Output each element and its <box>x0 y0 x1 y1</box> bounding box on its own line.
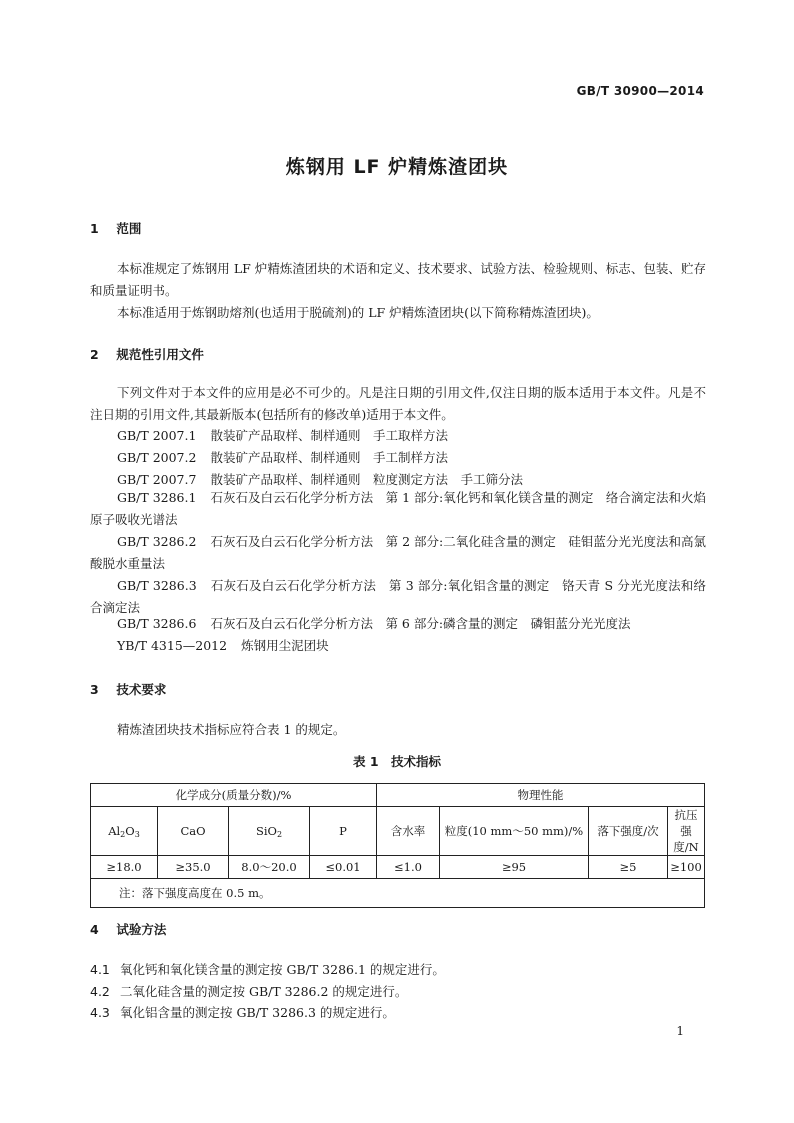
reference-code: GB/T 2007.2 <box>117 450 197 465</box>
item-number: 4.3 <box>90 1005 110 1020</box>
reference-item <box>117 426 448 444</box>
reference-title: 散装矿产品取样、制样通则 粒度测定方法 手工筛分法 <box>210 472 523 487</box>
col-moisture: 含水率 <box>377 807 440 856</box>
item-number: 4.1 <box>90 962 110 977</box>
page-number: 1 <box>676 1024 684 1038</box>
table-cell: ≥5 <box>589 856 668 879</box>
section-2-heading <box>90 345 204 363</box>
table-cell: ≤0.01 <box>310 856 377 879</box>
table-row <box>91 807 705 856</box>
reference-code: GB/T 2007.7 <box>117 472 197 487</box>
reference-item <box>117 614 631 632</box>
scope-paragraph-1: 本标准规定了炼钢用 LF 炉精炼渣团块的术语和定义、技术要求、试验方法、检验规则、标志、包装、贮存和质量证明书。 <box>90 261 706 298</box>
header-chemical-composition: 化学成分(质量分数)/% <box>91 784 377 807</box>
test-method-item <box>90 982 407 1000</box>
table-row <box>91 879 705 908</box>
section-4-heading <box>90 920 166 938</box>
section-3-heading <box>90 680 166 698</box>
header-physical-properties: 物理性能 <box>377 784 705 807</box>
section-number: 1 <box>90 221 99 236</box>
section-title: 技术要求 <box>116 682 167 697</box>
references-intro: 下列文件对于本文件的应用是必不可少的。凡是注日期的引用文件,仅注日期的版本适用于本文件。凡是不注日期的引用文件,其最新版本(包括所有的修改单)适用于本文件。 <box>90 385 706 422</box>
reference-code: GB/T 2007.1 <box>117 428 197 443</box>
reference-code: GB/T 3286.2 <box>117 534 197 549</box>
table-caption: 表 1 技术指标 <box>352 754 442 769</box>
table-cell: ≥100 <box>668 856 705 879</box>
test-method-item <box>90 960 445 978</box>
item-text: 二氧化硅含量的测定按 GB/T 3286.2 的规定进行。 <box>120 984 408 999</box>
reference-title: 石灰石及白云石化学分析方法 第 6 部分:磷含量的测定 磷钼蓝分光光度法 <box>210 616 631 631</box>
table-note: 注：落下强度高度在 0.5 m。 <box>91 879 705 908</box>
test-method-item <box>90 1003 395 1021</box>
reference-title: 散装矿产品取样、制样通则 手工制样方法 <box>210 450 448 465</box>
reference-code: GB/T 3286.6 <box>117 616 197 631</box>
col-drop-strength: 落下强度/次 <box>589 807 668 856</box>
table-cell: 8.0～20.0 <box>229 856 310 879</box>
col-particle-size: 粒度(10 mm～50 mm)/% <box>440 807 589 856</box>
table-cell: ≥35.0 <box>158 856 229 879</box>
reference-item <box>90 531 706 575</box>
section-title: 规范性引用文件 <box>116 347 204 362</box>
section-title: 试验方法 <box>116 922 167 937</box>
reference-code: YB/T 4315—2012 <box>117 638 228 653</box>
item-text: 氧化铝含量的测定按 GB/T 3286.3 的规定进行。 <box>120 1005 395 1020</box>
section-title: 范围 <box>116 221 142 236</box>
reference-item <box>117 448 448 466</box>
reference-item <box>117 636 329 654</box>
section-number: 3 <box>90 682 99 697</box>
section-number: 4 <box>90 922 99 937</box>
col-al2o3: $Al_2O_3$ <box>91 807 158 856</box>
reference-title: 石灰石及白云石化学分析方法 第 2 部分:二氧化硅含量的测定 硅钼蓝分光光度法和高氯酸脱水重量法 <box>90 534 706 571</box>
reference-title: 石灰石及白云石化学分析方法 第 1 部分:氧化钙和氧化镁含量的测定 络合滴定法和火焰原子吸收光谱法 <box>90 490 706 527</box>
col-sio2: SiO$_2$ <box>229 807 310 856</box>
technical-spec-table <box>90 783 705 908</box>
item-text: 氧化钙和氧化镁含量的测定按 GB/T 3286.1 的规定进行。 <box>120 962 445 977</box>
table-row <box>91 784 705 807</box>
reference-item <box>117 470 523 488</box>
section-number: 2 <box>90 347 99 362</box>
table-cell: ≥18.0 <box>91 856 158 879</box>
reference-code: GB/T 3286.1 <box>117 490 197 505</box>
reference-title: 炼钢用尘泥团块 <box>241 638 329 653</box>
reference-title: 散装矿产品取样、制样通则 手工取样方法 <box>210 428 448 443</box>
col-p: P <box>310 807 377 856</box>
item-number: 4.2 <box>90 984 110 999</box>
standard-code: GB/T 30900—2014 <box>576 84 704 98</box>
document-title: 炼钢用 LF 炉精炼渣团块 <box>285 156 509 178</box>
table-cell: ≥95 <box>440 856 589 879</box>
table-cell: ≤1.0 <box>377 856 440 879</box>
requirements-paragraph: 精炼渣团块技术指标应符合表 1 的规定。 <box>117 722 346 737</box>
table-row <box>91 856 705 879</box>
reference-code: GB/T 3286.3 <box>117 578 197 593</box>
reference-item <box>90 487 706 531</box>
col-cao: CaO <box>158 807 229 856</box>
col-compressive-strength: 抗压强度/N <box>668 807 705 856</box>
reference-item <box>90 575 706 619</box>
section-1-heading <box>90 219 141 237</box>
scope-paragraph-2: 本标准适用于炼钢助熔剂(也适用于脱硫剂)的 LF 炉精炼渣团块(以下简称精炼渣团块)。 <box>117 305 599 320</box>
reference-title: 石灰石及白云石化学分析方法 第 3 部分:氧化铝含量的测定 铬天青 S 分光光度法和络合滴定法 <box>90 578 707 615</box>
